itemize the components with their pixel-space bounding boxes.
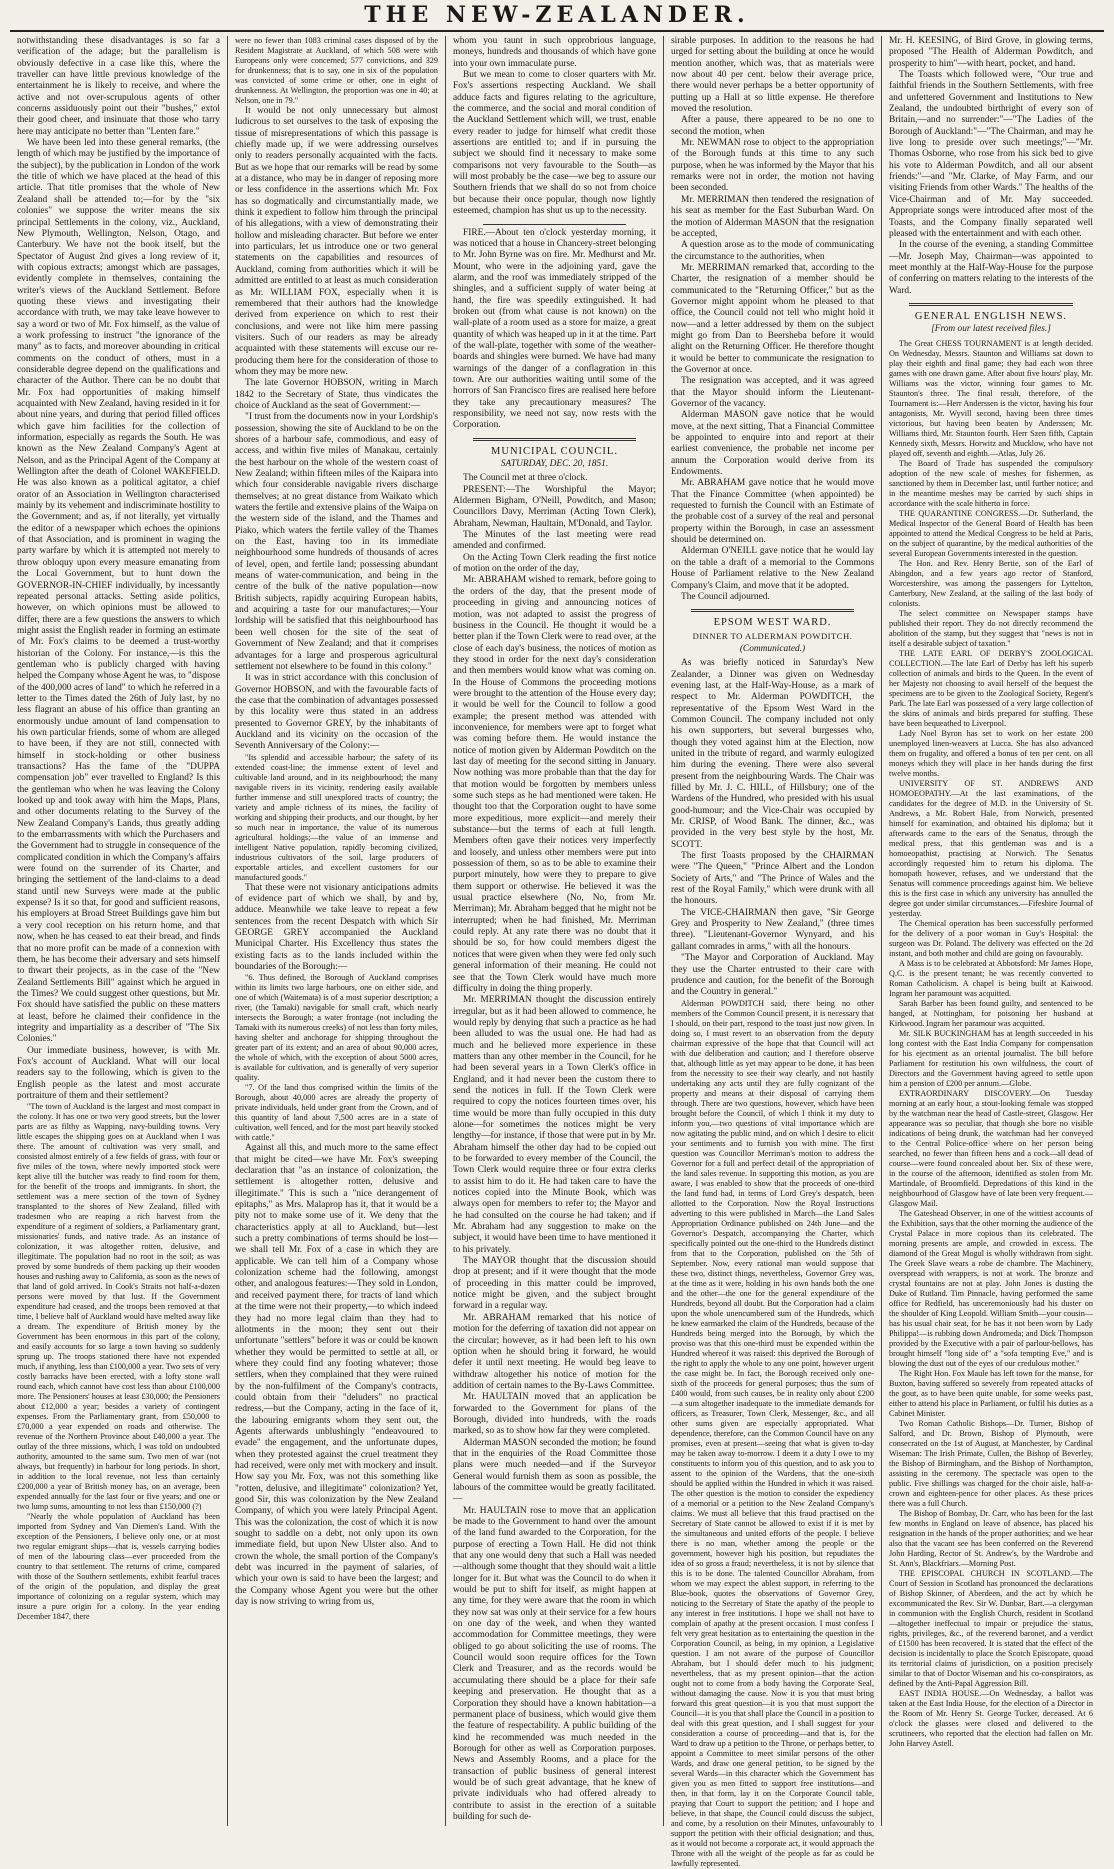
news-item: The Bishop of Bombay, Dr. Carr, who has been for the last few months in England on leave of absence, has placed his resignation in the hands of the proper authorities; and we hear also that the vacant see has been conferred on the Reverend John Harding, Rector of St. Andrew's, by the Wardrobe and St. Ann's, Blackfriars.—Morning Post. bbox=[889, 1508, 1093, 1568]
news-item: The Hon. and Rev. Henry Bertie, son of the Earl of Abingdon, and a few years ago rector of Stanford, Worcestershire, was among the passengers for Lyttelton, Canterbury, New Zealand, at the sailing of the last body of colonists. bbox=[889, 558, 1093, 608]
paragraph: The MAYOR thought that the discussion should drop at present; and if it were thought that the mode of proceeding in this matter could be improved, notice might be given, and the subject brought forward in a regular way. bbox=[453, 1256, 656, 1312]
paragraph: sirable purposes. In addition to the reasons he had urged for setting about the building at once he would mention another, which was, that as materials were now about 40 per cent. below their average price, there would never perhaps be a better opportunity of putting up a Hall at so little expense. He therefore moved the resolution. bbox=[671, 36, 874, 115]
quoted-extract: "6. Thus defined, the Borough of Auckland comprises within its limits two large harbours, one on either side, and one of which (Waitemata) is of a most superior description; a river, (the Tamaki) navigable for small craft, which nearly intersects the Borough; a water frontage (not including the Tamaki with its numerous creeks) of not less than forty miles, having shelter and anchorage for shipping throughout the greater part of its extent; and an area of about 90,000 acres, the whole of which, with the exception of about 5000 acres, is available for cultivation, and is generally of very superior quality. bbox=[235, 973, 438, 1083]
paragraph: Our immediate business, however, is with Mr. Fox's account of Auckland. What will our local readers say to the following, which is given to the English people as the latest and most accurate portraiture of them and their settlement? bbox=[17, 1045, 220, 1101]
column-5 bbox=[882, 36, 1100, 1826]
section-heading-epsom-west-ward: EPSOM WEST WARD. bbox=[713, 617, 832, 629]
paragraph: Mr. MERRIMAN remarked that, according to the Charter, the resignation of a member should be communicated to the "Returning Officer," but as the Governor might appoint whom he pleased to that office, the Council could not tell who might hold it now—and a letter addressed by them on the subject might go from Dan to Beersheba before it would alight on the Returning Officer. He therefore thought it would be better to communicate the resignation to the Governor at once. bbox=[671, 262, 874, 375]
paragraph: But we mean to come to closer quarters with Mr. Fox's assertions respecting Auckland. We shall adduce facts and figures relating to the agriculture, the commerce, and the social and moral condition of the Auckland Settlement which will, we trust, enable every reader to judge for himself what credit those assertions are entitled to; and if in pursuing the subject we should find it necessary to make some comparisons not very favourable to the South—as will most probably be the case—we beg to assure our Southern friends that we shall do so not from choice but because their once popular, though now lightly esteemed, champion has shut us up to the necessity. bbox=[453, 70, 656, 217]
paragraph: After a pause, there appeared to be no one to second the motion, when bbox=[671, 115, 874, 137]
paragraph: The Toasts which followed were, "Our true and faithful friends in the Southern Settlements, with free and unfettered Government and Institutions to New Zealand, the undoubted birthright of every son of Britain,—and no surrender:"—"The Ladies of the Borough of Auckland:"—"The Chairman, and may he live long to preside over such meetings;"—"Mr. Thomas Osborne, who rose from his sick bed to give his vote to Alderman Powditch, and all our absent friends:"—and "Mr. Clarke, of May Farm, and our visiting Friends from other Wards." The healths of the Vice-Chairman and of Mr. May succeeded. Appropriate songs were introduced after most of the Toasts, and the Company finally separated well pleased with the entertainment and with each other. bbox=[889, 70, 1093, 239]
quoted-extract: "The town of Auckland is the largest and most compact in the colony. It has one or two very good streets, but the lower parts are as filthy as Wapping, navy-building towns. Very little escapes the shipping goes on at Auckland when I was there. The amount of cultivation was very small, and consisted almost entirely of a few fields of grass, with four or five miles of the town, where newly imported stock were kept alive till the butcher was ready to find room for them, for the benefit of the troops and immigrants. In short, the settlement was a mere section of the town of Sydney transplanted to the shores of New Zealand, filled with tradesmen who are reaping a rich harvest from the expenditure of a regiment of soldiers, a Parliamentary grant, missionaries' funds, and native trade. As an instance of colonization, it was altogether rotten, delusive, and illegitimate. The population had no root in the soil; as was proved by some hundreds of them packing up their wooden houses and rushing away to California, as soon as the news of that land of gold arrived. In Cook's Straits not half-a-dozen persons were moved by that lust. If the Government expenditure had ceased, and the troops been removed at that time, I believe half of Auckland would have melted away like a dream. The expenditure of British money by the Government has been enormous in this part of the colony, and easily accounts for so large a town having so suddenly sprung up. The troops stationed there have not expended much, if anything, less than £100,000 a year. Two sets of very costly barracks have been erected, with a lofty stone wall round each, which cannot have cost less than about £100,000 more. The Pensioners' houses at least £30,000; the Pensioners about £12,000 a year; besides a variety of contingent expenses. From the Parliamentary grant, from £50,000 to £70,000 a year expended on roads and otherwise. The revenue of the Northern Province about £40,000 a year. The outlay of the three missions, which, I was told on undoubted authority, amounted to the same sum. Two men of war (not always, but frequently) in harbour for long periods. In short, in addition to the local revenue, not less than certainly £200,000 a year of British money has, on an average, been expended annually for the last four or five years; and one or two lump sums, amounting to not less than £150,000 (?) bbox=[17, 1102, 220, 1512]
divider bbox=[909, 303, 1073, 306]
paragraph: "The Mayor and Corporation of Auckland. May they use the Charter entrusted to their care with prudence and caution, for the benefit of the Borough and the Country in general." bbox=[671, 953, 874, 998]
news-item: The Great CHESS TOURNAMENT is at length decided. On Wednesday, Messrs. Staunton and Williams sat down to play their eighth and final game; they had each won three games with one drawn game. After about five hours' play, Mr. Williams was the victor, winning four games to Mr. Staunton's three. The final result, therefore, of the Tournament is:—Herr Anderssen is the victor, having his four antagonists, Mr. Wyvill second, having been three times victorious, but having been beaten by Anderssen; Mr. Williams third, Mr. Staunton fourth. Herr Szen fifth, Captain Kennedy sixth, Messrs. Horwitz and Mucklow, who have not played off, seventh and eighth.—Atlas, July 26. bbox=[889, 338, 1093, 458]
news-item: THE LATE EARL OF DERBY'S ZOOLOGICAL COLLECTION.—The late Earl of Derby has left his superb collection of animals and birds to the Queen. In the event of her Majesty not choosing to avail herself of the bequest the specimens are to be given to the Zoological Society, Regent's Park. The late Earl was possessed of a very large collection of the skins of animals and birds prepared for stuffing. These have been bequeathed to Liverpool. bbox=[889, 648, 1093, 728]
section-heading-municipal-council: MUNICIPAL COUNCIL. bbox=[491, 445, 618, 457]
news-item: UNIVERSITY OF ST. ANDREWS AND HOMOEOPATHY.—At the last examinations, of the candidates for the degree of M.D. in the University of St. Andrews, a Mr. Robert Hale, from Norwich, presented himself for examination, and obtained his diploma; but it afterwards came to the ears of the Senatus, through the medical press, that this gentleman was and is a homoeopathist, practising at Norwich. The Senatus accordingly requested him to return his diploma. The homopath however, refuses, and we understand that the Senatus will commence proceedings against him. We believe this is the first case in which any university has annulled the degree got under similar circumstances.—Fifeshire Journal of yesterday. bbox=[889, 778, 1093, 918]
columns bbox=[10, 36, 1104, 1868]
paragraph: Mr. ABRAHAM remarked that his notice of motion for the deferring of taxation did not appear on the circular; however, as it had been left to his own option when he should bring it forward, he would defer it until next meeting. He would beg leave to withdraw altogether his notice of motion for the addition of certain names to the By-Laws Committee. bbox=[453, 1312, 656, 1391]
paragraph: Against all this, and much more to the same effect that might be cited—we have Mr. Fox's sweeping declaration that "as an instance of colonization, the settlement is altogether rotten, delusive and illegitimate." This is such a "nice derangement of epitaphs," as Mrs. Malaprop has it, that it would be a pity not to make some use of it. We deny that the characteristics apply at all to Auckland, but—lest such a pretty combinations of terms should be lost—we shall tell Mr. Fox of a case in which they are applicable. We can tell him of a Company whose colonization scheme had the following, amongst other, and analogous features:—They sold in London, and received payment there, for tracts of land which at the time were not their property,—to which indeed they had no more legal claim than they had to allotments in the moon; they sent out their unfortunate "settlers" before it was or could be known whether they would be permitted to settle at all, or where they could find any footing whatever; those settlers, when they complained that they were ruined by the non-fulfilment of the Company's contracts, could obtain from their "deluders" no practical redress,—but the Company, acting in the face of it, the labouring emigrants whom they sent out, the Agents afterwards unblushingly "endeavoured to evade" the engagement, and the unfortunate dupes, when they protested against the cruel treatment they had received, were only met with mockery and insult. How say you Mr. Fox, was not this something like "rotten, delusive, and illegitimate" colonization? Yet, good Sir, this was colonization by the New Zealand Company, of which you were lately Principal Agent. This was the colonization, the cost of which it is now sought to saddle on a debt, not only upon its own immediate field, but upon New Ulster also. And to crown the whole, the small portion of the Company's debt was incurred in the payment of salaries, of which your own is said to have been the largest; and the Company whose Agent you were but the other day is now striving to wring from us, bbox=[235, 1143, 438, 1608]
news-item: The Chemical operation has been successfully performed for the delivery of a poor woman in Guy's Hospital: the surgeon was Dr. Poland. The delivery was effected on the 2d instant, and both mother and child are going on favourably. bbox=[889, 918, 1093, 958]
paragraph: That these were not visionary anticipations admits of evidence part of which we shall, by and by, adduce. Meanwhile we take leave to repeat a few sentences from the recent Despatch with which Sir GEORGE GREY accompanied the Auckland Municipal Charter. His Excellency thus states the existing facts as to the lands included within the boundaries of the Borough:— bbox=[235, 882, 438, 972]
masthead bbox=[10, 0, 1104, 32]
news-item: Two Roman Catholic Bishops—Dr. Turner, Bishop of Salford, and Dr. Brown, Bishop of Plymouth, were consecrated on the 1st of August, at Manchester, by Cardinal Wiseman: The Irish Primate, Cullen, the Bishop of Beverley, the Bishop of Birmingham, and the Bishop of Northampton, assisting in the ceremony. The spectacle was open to the public. Five shillings was charged for the choir aisle, half-a-crown and eighteen-pence for other places. As these prices there was a full Church. bbox=[889, 1418, 1093, 1508]
paragraph: Alderman O'NEILL gave notice that he would lay on the table a draft of a memorial to the Commons House of Parliament relative to the New Zealand Company's Claim, and move that it be adopted. bbox=[671, 546, 874, 591]
section-note: [From our latest received files.] bbox=[931, 324, 1051, 335]
paragraph: Mr. ABRAHAM gave notice that he would move That the Finance Committee (when appointed) be requested to furnish the Council with an Estimate of the probable cost of a survey of the real and personal property within the Borough, in case an assessment should be determined on. bbox=[671, 478, 874, 546]
news-item: Lady Noel Byron has set to work on her estate 200 unemployed linen-weavers at Lucca. She has also advanced them on frugality, and offered a bonus of ten per cent. on all moneys which they will place in her hands during the first twelve months. bbox=[889, 728, 1093, 778]
paragraph: It was in strict accordance with this conclusion of Governor HOBSON, and with the favourable facts of the case that the combination of advantages possessed by this locality were thus stated in an address presented to Governor GREY, by the inhabitants of Auckland and its vicinity on the occasion of the Seventh Anniversary of the Colony:— bbox=[235, 673, 438, 752]
column-3 bbox=[446, 36, 664, 1826]
newspaper-title: THE NEW-ZEALANDER. bbox=[364, 2, 750, 28]
quoted-extract: were no fewer than 1083 criminal cases disposed of by the Resident Magistrate at Auckland, of which 508 were with Europeans only were concerned; 577 convictions, and 329 for drunkenness; that is to say, one in six of the population was convicted of some crime or other, one in eight of drunkenness. At Wellington, the proportion was one in 40; at Nelson, one in 79." bbox=[235, 36, 438, 105]
news-item: The Board of Trade has suspended the compulsory adoption of the new scale of meshes for fishermen, as sanctioned by them in December last, until further notice; and in the meantime meshes may be carried by such ships in accordance with the scale hitherto in force. bbox=[889, 458, 1093, 508]
paragraph: The VICE-CHAIRMAN then gave, "Sir George Grey and Prosperity to New Zealand," (three times three). "Lieutenant-Governor Wynyard, and his gallant comrades in arms," with all the honours. bbox=[671, 907, 874, 952]
paragraph: We have been led into these general remarks, (the length of which may be justified by the importance of the subject), by the publication in London of the work the title of which we have placed at the head of this article. That title promises that the whole of New Zealand shall be attended to;—for by the "six colonies" we suppose the writer means the six principal Settlements in the colony, viz., Auckland, New Plymouth, Wellington, Nelson, Otago, and Canterbury. We have not the book itself, but the Spectator of August 2nd gives a long review of it, with copious extracts; amongst which are passages, evidently complete in themselves, containing the writer's views of the Auckland Settlement. Before quoting these views and investigating their accordance with truth, we may take leave however to say a word or two of Mr. Fox himself, as the value of a work professing to instruct "the ignorance of the many" as to facts, and moreover abounding in critical comments on the conduct of others, must in a considerable degree depend on the qualifications and character of the Author. There can be no doubt that Mr. Fox had opportunities of making himself acquainted with New Zealand, having resided in it for about nine years, and during that period filled offices which gave him facilities for the collection of information, especially as regards the South. He was known as the New Zealand Company's Agent at Nelson, and as the Principal Agent of the Company at Wellington after the death of Colonel WAKEFIELD. He was also known as a political agitator, a chief orator of an Association in Wellington characterised mainly by its vehement and indiscriminate hostility to the Government; and as, if not literally, yet virtually the editor of a newspaper which echoes the opinions of that Association, and is prominent in waging the party warfare by which it is attempted not merely to throw obloquy upon every measure emanating from the Local Government, but to hunt down the GOVERNOR-IN-CHIEF individually, by incessantly repeated personal attacks. Setting aside politics, however, on which opinions must be allowed to differ, there are a few questions the answers to which might assist the English reader in forming an estimate of Mr. Fox's claims to be deemed a trust-worthy historian of the Colony. For instance,—is this the gentleman who is publicly charged with having helped the Company whose Agent he was, to "dispose of the 400,000 acres of land" to which he referred in a letter to the Times dated the 26th of July last, by no less flagrant an abuse of his office than granting an enormously undue amount of land compensation to his own particular friends, some of whom are alleged to have been, if they are not still, connected with himself in stock-holding or other business transactions? Has the fame of the "DUPPA compensation job" ever travelled to England? Is this the gentleman who when he was leaving the Colony looked up and took away with him the Maps, Plans, and other documents relating to the Survey of the New Zealand Company's Lands, thus greatly adding to the embarrassments with which the Purchasers and the Government had to struggle in consequence of the complicated condition in which the Company's affairs were found on the surrender of its Charter, and bringing the settlement of the land-claims to a dead stand until new Surveys were made at the public expense? Is it so that, for good and sufficient reasons, his employers at Broad Street Buildings gave him but a very cool reception on his return home, and that now, when he has ceased to eat their bread, and finds that no more profit can be made of a connexion with them, he has become their adversary and sets himself to thwart their projects, as in the case of the "New Zealand Settlements Bill" against which he argued in the Times? We could suggest other questions, but Mr. Fox should have satisfied the public on these matters at least, before he claimed their confidence in the integrity and impartiality as a describer of "The Six Colonies." bbox=[17, 138, 221, 1045]
news-item: A Mass is to be celebrated at Abbotsford: Mr James Hope, Q.C. is the present tenant; he was recently converted to Roman Catholicism. A chapel is being built at Kaiwood. Ingram her paramount was acquitted. bbox=[889, 958, 1093, 998]
news-item: THE EPISCOPAL CHURCH IN SCOTLAND.—The Court of Session in Scotland has pronounced the declarations of Bishop Skinner, of Aberdeen, and the act by which he excommunicated the Rev. Sir W. Dunbar, Bart.—a clergyman in communion with the English Church, resident in Scotland—altogether ineffectual to impair or prejudice the status, rights, privileges, &c., of the reverend baronet, and a verdict of £1500 has been recovered. It is stated that the effect of the decision is incidentally to place the Scotch Episcopate, quoad its territorial claims of jurisdiction, on a position precisely similar to that of Doctor Wiseman and his co-conspirators, as defined by the Anti-Papal Aggression Bill. bbox=[889, 1568, 1093, 1688]
column-1 bbox=[10, 36, 228, 1826]
paragraph: PRESENT:—The Worshipful the Mayor; Aldermen Bigham, O'Neill, Powditch, and Mason; Councillors Davy, Merriman (Acting Town Clerk), Abraham, Newman, Haultain, M'Donald, and Taylor. bbox=[453, 484, 656, 529]
news-item: EXTRAORDINARY DISCOVERY.—On Tuesday morning at an early hour, a stout-looking female was stopped by the watchman near the head of Castle-street, Glasgow. Her appearance was so peculiar, that though she bore no visible indications of being drunk, the watchman had her conveyed to the Central Police-office where on her person being searched, no fewer than fifteen hens and a cock—all dead of course—were found concealed about her. Six of these were, in the course of the afternoon, identified as stolen from Mr. Martindale, of Broomfield. Depredations of this kind in the neighbourhood of Glasgow have of late been very frequent.—Glasgow Mail. bbox=[889, 1088, 1093, 1208]
section-date: SATURDAY, DEC. 20, 1851. bbox=[500, 459, 609, 470]
section-note: (Communicated.) bbox=[739, 643, 806, 654]
news-item: The Gateshead Observer, in one of the wittiest accounts of the Exhibition, says that the other morning the audience of the Crystal Palace in more copious than its celebrated. The morning presents are ample, and crowded in excess. The diamond of the Great Mogul is wholly withdrawn from sight. The Greek Slave wears a robe de chambre. The Machinery, overspread with wrappers, is not at work. The bronze and crystal fountains are not at play. John Jones is dusting the Duke of Rutland. Tim Pinnacle, having performed the same office for Redfield, has unceremoniously had his duster on the shoulder of King Leopold. William Smith—your cousin—has his usual chair seat, for he has it not been worn by Lady Philippa!—is rubbing down Andromeda; and Dick Thompson provided by the Executive with a pair of parlour-bellows, has brought himself "long side of" a "sofa tempting Eve," and is blowing the dust out of the eyes of our credulous mother." bbox=[889, 1208, 1093, 1368]
paragraph: Mr. NEWMAN rose to object to the appropriation of the Borough funds at this time to any such purpose, when he was informed by the Mayor that his remarks were not in order, the motion not having been seconded. bbox=[671, 138, 874, 194]
paragraph: whom you taunt in such opprobrious language, moneys, hundreds and thousands of which have gone into your own immaculate purse. bbox=[453, 36, 656, 69]
paragraph: The first Toasts proposed by the CHAIRMAN were "The Queen," "Prince Albert and the London Society of Arts," and "The Prince of Wales and the rest of the Royal Family," which were drunk with all the honours. bbox=[671, 851, 874, 907]
news-item: THE QUARANTINE CONGRESS.—Dr. Sutherland, the Medical Inspector of the General Board of Health has been appointed to attend the Medical Congress to be held at Paris, on the subject of quarantine, by the medical authorities of the several European Governments interested in the question. bbox=[889, 508, 1093, 558]
paragraph: In the course of the evening, a standing Committee—Mr. Joseph May, Chairman—was appointed to meet monthly at the Half-Way-House for the purpose of conferring on matters relating to the interests of the Ward. bbox=[889, 240, 1093, 296]
paragraph: Mr. ABRAHAM wished to remark, before going to the orders of the day, that the present mode of proceeding in giving and announcing notices of motion, was not adapted to assist the progress of business in the Council. He thought it would be a better plan if the Town Clerk were to read over, at the close of each day's business, the notices of motion as they stood in order for the next day's consideration and then members would know what was coming on. In the House of Commons the proceeding motions were brought to the attention of the House every day; it would be well for the Council to follow a good example; the present method was attended with inconvenience, for members were apt to forget what was coming before them. He would instance the notice of motion given by Alderman Powditch on the last day of meeting for the second sitting in January. Now nothing was more probable than that the day for that motion would be forgotten by members unless some such steps as he had mentioned were taken. He thought too that the Corporation ought to have some more expeditious, more explicit—and merely their substance—but the terms of each at full length. Members often gave their notices very imperfectly and loosely, and unless other members were put into possession of them, so as to be able to examine their purport minutely, how were they to prepare to give them support or otherwise. He believed it was the usual practice elsewhere (No, No, from Mr. Merriman); Mr. Abraham begged that he might not be interrupted; when he had finished, Mr. Merriman could reply. At any rate there was no doubt that it should be so, for how could members digest the notices that were given when they were fed only such general information of their meaning. He could not see that the Town Clerk would have much more difficulty in doing the thing properly. bbox=[453, 575, 656, 994]
quoted-extract: "Its splendid and accessible harbour; the safety of its extended coast-line; the immense extent of level and cultivable land around, and in its neighbourhood; the many navigable rivers in its vicinity, rendering easily available further immense and still unexplored tracts of country; the variety and ample richness of its mines, the facility of working and shipping their products, and our thought, by her so much near in importance, the value of its numerous agricultural holdings;—the value of an immense and intelligent Native population, rapidly becoming civilized, industrious cultivators of the soil, large producers of exportable articles, and excellent customers for our manufactured goods." bbox=[235, 752, 438, 882]
paragraph: FIRE.—About ten o'clock yesterday morning, it was noticed that a house in Chancery-street belonging to Mr. John Byrne was on fire. Mr. Medhurst and Mr. Mount, who were in the adjoining yard, gave the alarm, and the roof was immediately stripped of the shingles, and a sufficient supply of water being at hand, the fire was speedily extinguished. It had broken out (from what cause is not known) on the wall-plate of a room used as a store for maize, a great quantity of which was heaped up in it at the time. Part of the wall-plate, together with some of the weather-boards and shingles were burned. We have had many warnings of the danger of a conflagration in this town. Are our authorities waiting until some of the horrors of San Francisco fires are realised here before they take any precautionary measures? The responsibility, we need not say, now rests with the Corporation. bbox=[453, 227, 656, 431]
section-heading-general-english-news: GENERAL ENGLISH NEWS. bbox=[914, 310, 1068, 322]
paragraph: A question arose as to the mode of communicating the circumstance to the authorities, when bbox=[671, 240, 874, 262]
paragraph: Mr. MERRIMAN thought the discussion entirely irregular, but as it had been allowed to commence, he would reply by denying that such a practice as he had been alluded to was the usual one. He had had as much and he believed more experience in these matters than any other member in the Council, for he had been several years in a Town Clerk's office in England, and it had never been the custom there to send the notices in full. If the Town Clerk were required to copy the notices fourteen times over, his time would be more than fully occupied in this duty alone—for sometimes the notices might be very lengthy—for instance, if those that were put in by Mr. Abraham himself the other day had to be copied out to be forwarded to every member of the Council, the Town Clerk would require three or four extra clerks to assist him to do it. He had taken care to have the notices copied into the Minute Book, which was always open for members to refer to; the Mayor and he had consulted on the course he had taken; and if Mr. Abraham had any suggestion to make on the subject, it would have been time to have mentioned it to his privately. bbox=[453, 995, 656, 1255]
paragraph: The Council met at three o'clock. bbox=[463, 473, 588, 484]
section-subheading: DINNER TO ALDERMAN POWDITCH. bbox=[692, 630, 853, 641]
divider bbox=[691, 609, 854, 612]
speech: Alderman POWDITCH said, there being no other members of the Common Council present, it is necessary that I should, on their part, respond to the toast just now given. In doing so, I must revert to an observation from the deputy chairman expressive of the hope that that Council will act with due deliberation and caution; and I therefore observe that, although little as yet may appear to be done, it has been from the necessity to see their way clearly, and not hastily undertaking any acts until they are fully cognizant of the property and means at their disposal of carrying them through. There are two questions, however, which have been brought before the Council, of which I think it my duty to inform you,—two questions of vital importance which are now agitating the public mind, and on which I desire to elicit your sentiments and to furnish you with mine. The first question was Councillor Merriman's motion to address the Governor for a full and perfect detail of the appropriation of the land sales revenue. In supporting this motion, as you are aware, I was enabled to show that the proceeds of one-third the land fund had, in terms of Lord Grey's despatch, been allotted to the Corporation. Now the Royal Instructions adverting to this were published in March—the Land Sales Appropriation Ordinance published on 24th June—and the Governor's Despatch, accompanying the Charter, which specifically pointed out the one-third to the Hundreds distinct from that to the Corporation, published on the 5th of September. Now, every rational man would suppose that these two, distinct things, nevertheless, Governor Grey was, at the time as it were, holding in his own hands both the one and the other—the one for the general expenditure of the Hundreds, beyond all doubt. But the Corporation had a claim upon the whole unencumbered sum of the Hundreds, which he knew earmarked the claim of the Hundreds, because of the Hundreds being merged into the Borough, by which the proviso was that this one-third must be expended within the Hundred whereof it was raised: this deprived the Borough of the right to apply the whole to any one point, however urgent the case might be. In fact, the Borough received only one-sixth of the proceeds for general purposes; thus the sum of £400 would, from such causes, be in reality only about £200—a sum altogether inadequate to the immediate demands for officers, as Treasurer, Town Clerk, Messenger, &c., and all other sums given are especially appropriated. What dependence, therefore, can the Common Council have on any promises, even at present—seeing that what is given to-day may be taken away to-morrow. I deem it a duty I owe to my constituents to inform you of this question, and to ask you to assent to the opinion of the Wardens, that the one-sixth should be applied within the Hundred in which it was raised. The other question is the motion to consider the expediency of a memorial or a petition to the New Zealand Company's claims. We must all believe that this fraud practised on the Secretary of State cannot be allowed to exist if it is met by the simultaneous and united efforts of the people. I believe there is no man, whether among the people or the government, however high his position, but repudiates the idea of so gross a fraud; nevertheless, it is not by silence that this is to be done. The talented Councillor Abraham, from whom we may expect the ablest support, in referring to the Blue-book, quotes the observations of Governor Grey, noticing to the Secretary of State the apathy of the people to any interest in free institutions. I hope we shall not have to complain of apathy at the present occasion. I must confess I felt very great hesitation as to entertaining the question in the Corporation Council, as being, in my opinion, a Legislative question. I am not aware of the purpose of Councillor Abraham, but I should defer much to his judgment; nevertheless, that as my present opinion—that the action ought not to come from a body having the Corporate Seal, without damaging the cause. Now it is you that must bring forward this great question—it is you that must support the Council—it is you that shall place the Council in a position to deal with this great question, and I shall suggest for your consideration a course of proceeding—and that is, for the Ward to draw up a petition to the Throne, or perhaps better, to appoint a Committee to meet similar persons of the other Wards, and draw one general petition, to be signed by the several Wards—in this character which the Government has given you as men fitted to support free institutions—and then, in that form, lay it on the Corporate Council table, praying that Court to support the petition; and I hope and believe, in that shape, the Council could discuss the subject, and come, by a resolution on their Minutes, unfavourably to support the petition with their official designation; and thus, as it would not become a corporate act, it would approach the Throne with all the weight of the people as far as could be lawfully represented. bbox=[671, 998, 874, 1868]
column-2 bbox=[228, 36, 446, 1826]
paragraph: Alderman MASON gave notice that he would move, at the next sitting, That a Financial Committee be appointed to enquire into and report at their earliest convenience, the probable net income per annum the Corporation would derive from its Endowments. bbox=[671, 410, 874, 478]
paragraph: The resignation was accepted, and it was agreed that the Mayor should inform the Lieutenant-Governor of the vacancy. bbox=[671, 376, 874, 409]
news-item: Sarah Barber has been found guilty, and sentenced to be hanged, at Nottingham, for poisoning her husband at Kirkwood. Ingram her paramour was acquitted. bbox=[889, 998, 1093, 1028]
paragraph: Alderman MASON seconded the motion; he found that in the enquiries of the Road Committee those plans were much needed—and if the Surveyor General would furnish them as soon as possible, the labours of the committee would be greatly facilitated.— bbox=[453, 1437, 656, 1505]
quoted-extract: "Nearly the whole population of Auckland has been imported from Sydney and Van Diemen's Land. With the exception of the Pensioners, I believe only one, or at most two regular emigrant ships—that is, vessels carrying bodies of men of the labouring class—ever proceeded from the country to that settlement. The returns of crime, compared with those of the Southern settlements, exhibit fearful traces of the origin of the population, and display the great importance of colonizing on a regular system, which may insure a pure origin for a colony. In the year ending December 1847, there bbox=[17, 1512, 220, 1622]
paragraph: Mr. MERRIMAN then tendered the resignation of his seat as member for the East Suburban Ward. On the motion of Alderman MASON that the resignation be accepted, bbox=[671, 194, 874, 239]
news-item: The select committee on Newspaper stamps have published their report. They do not directly recommend the abolition of the stamp, but they suggest that "news is not in itself a desirable subject of taxation." bbox=[889, 608, 1093, 648]
divider bbox=[483, 224, 626, 225]
quoted-extract: "7. Of the land thus comprised within the limits of the Borough, about 40,000 acres are already the property of private individuals, held under grant from the Crown, and of this quantity of land about 7,500 acres are in a state of cultivation, well fenced, and for the most part heavily stocked with cattle." bbox=[235, 1083, 438, 1143]
paragraph: The Minutes of the last meeting were read amended and confirmed. bbox=[453, 530, 656, 552]
news-item: EAST INDIA HOUSE.—On Wednesday, a ballot was taken at the East India House, for the election of a Director in the Room of Mr. Henry St. George Tucker, deceased. At 6 o'clock the glasses were closed and delivered to the scrutineers, who reported that the election had fallen on Mr. John Harvey Astell. bbox=[889, 1688, 1093, 1748]
paragraph: Mr. HAULTAIN rose to move that an application be made to the Government to hand over the amount of the land fund awarded to the Corporation, for the purpose of erecting a Town Hall. He did not think that any one would deny that such a Hall was needed—although some thought that they should wait a little longer for it. But what was the Council to do when it would be put to shift for itself, as might happen at any time, for they were aware that the room in which they now sat was only at their service for a few hours on one day of the week, and when they wanted accommodation for Committee meetings, they were obliged to go about soliciting the use of rooms. The Council would soon require offices for the Town Clerk and Treasurer, and as the records would be accumulating there should be a place for their safe keeping and preservation. He thought that as a Corporation they should have a known habitation—a permanent place of business, which would give them the feature of respectability. A public building of the kind he recommended was much needed in the Borough for other as well as Corporation purposes. News and Assembly Rooms, and a place for the transaction of public business of general interest would be of such great advantage, that he knew of private individuals who had offered already to contribute to assist in the erection of a suitable building for such de- bbox=[453, 1505, 656, 1822]
paragraph: Mr. HAULTAIN moved that an application be forwarded to the Government for plans of the Borough, divided into hundreds, with the roads marked, so as to show how far they were completed. bbox=[453, 1392, 656, 1437]
paragraph: On the Acting Town Clerk reading the first notice of motion on the order of the day, bbox=[453, 552, 656, 575]
paragraph: As was briefly noticed in Saturday's New Zealander, a Dinner was given on Wednesday evening last, at the Half-Way-House, as a mark of respect to Mr. Alderman POWDITCH, the representative of the Epsom West Ward in the Common Council. The company included not only his own supporters, but several burgesses who, though they voted against him at the Election, now united in the tribute of regard, and warmly eulogized him during the evening. There were also several present from the neighbouring Wards. The Chair was filled by Mr. J. C. HILL, of Hillsbury; one of the Wardens of the Hundred, who presided with his usual good-humour; and the Vice-Chair was occupied by Mr. CRISP, of Wood Bank. The dinner, &c., was provided in the very best style by the host, Mr. SCOTT. bbox=[671, 658, 874, 850]
paragraph: It would be not only unnecessary but almost ludicrous to set ourselves to the task of exposing the tissue of misrepresentations of which this passage is chiefly made up, if we were addressing ourselves only to readers personally acquainted with the facts. But as we hope that our remarks will be read by some at a distance, who may be in danger of reposing more or less confidence in the assertions which Mr. Fox has so dogmatically and circumstantially made, we think it expedient to follow him through the principal of his allegations, with a view of demonstrating their hollow and misleading character. But before we enter into particulars, let us introduce one or two general statements on the capabilities and resources of Auckland, coming from authorities which it will be admitted are entitled to at least as much consideration as Mr. WILLIAM FOX, especially when it is remembered that their authors had the knowledge derived from experience on which to rest their conclusions, and were not like him mere passing visiters. Such of our readers as may be already acquainted with these statements will excuse our re-producing them here for the consideration of those to whom they may be more new. bbox=[235, 106, 438, 377]
paragraph: "I trust from the documents now in your Lordship's possession, showing the site of Auckland to be on the shores of a harbour safe, commodious, and easy of access, and within five miles of Manakau, certainly the best harbour on the whole of the western coast of New Zealand; within fifteen miles of the Kaipara into which four considerable navigable rivers discharge themselves; at no great distance from Waikato which waters the fertile and extensive plains of the Waipa on the western side of the island, and the Thames and Piako, which waters the fertile valley of the Thames on the East, having too in its immediate neighbourhood some hundreds of thousands of acres of level, open, and fertile land; possessing abundant means of water-communication, and being in the centre of the bulk of the native population—now British subjects, rapidly acquiring European habits, and acquiring a taste for our manufactures;—Your lordship will be satisfied that this neighbourhood has been well chosen for the site of the seat of Government of New Zealand; and that it comprises advantages for a large and prosperous agricultural settlement not elsewhere to be found in this colony." bbox=[235, 412, 438, 672]
paragraph: The Council adjourned. bbox=[681, 591, 770, 602]
paragraph: notwithstanding these disadvantages is so far a verification of the adage; but the parallelism is obviously defective in a case like this, where the traveller can have little previous knowledge of the entertainment he is likely to receive, and where the active and not over-scrupulous agents of other concerns assiduously point out their "bushes," extol their good cheer, and insinuate that those who tarry here may anticipate no better than "Lenten fare." bbox=[17, 36, 220, 137]
paragraph: The late Governor HOBSON, writing in March 1842 to the Secretary of State, thus vindicates the choice of Auckland as the seat of Government:— bbox=[235, 378, 438, 411]
column-4 bbox=[664, 36, 882, 1868]
news-item: The Right Hon. Fox Maule has left town for the manse, for Buxton, having suffered so severely from repeated attacks of the gout, as to have been quite unable, for some weeks past, either to attend his place in Parliament, or fulfil his duties as a Cabinet Minister. bbox=[889, 1368, 1093, 1418]
paragraph: Mr. H. KEESING, of Bird Grove, in glowing terms, proposed "The Health of Alderman Powditch, and prosperity to him"—with heart, pocket, and hand. bbox=[889, 36, 1093, 69]
news-item: Mr. SILK BUCKINGHAM has at length succeeded in his long contest with the East India Company for compensation for his ejectment as an oriental journalist. The bill before Parliament for restitution his own wilfulness, the court of Directors and the Government having agreed to settle upon him a pension of £200 per annum.—Globe. bbox=[889, 1028, 1093, 1088]
divider bbox=[473, 438, 636, 441]
